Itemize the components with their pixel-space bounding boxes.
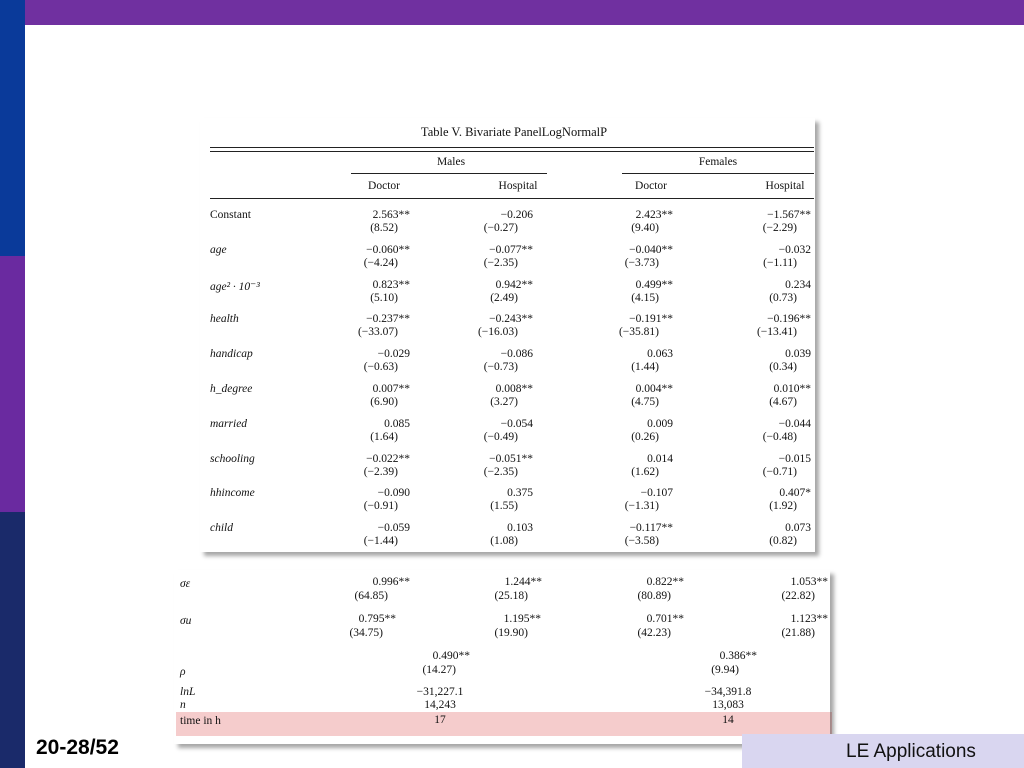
estimate-cell: −0.060**: [366, 243, 410, 256]
lnl-females: −34,391.8: [704, 686, 752, 698]
row-label: age² · 10⁻³: [210, 280, 260, 293]
estimate-cell: 0.942**: [495, 278, 533, 291]
t-value-cell: (4.15): [631, 291, 659, 304]
t-value-cell: (1.55): [490, 500, 518, 513]
sigma-eps-t-3: (22.82): [781, 590, 815, 602]
estimate-cell: −0.051**: [489, 452, 533, 465]
t-value-cell: (4.67): [769, 396, 797, 408]
t-value-cell: (−0.73): [483, 361, 518, 374]
sigma-u-est-1: 1.195**: [503, 613, 541, 625]
estimate-cell: −0.032: [778, 243, 811, 256]
t-value-cell: (−2.29): [762, 222, 797, 234]
estimate-cell: 0.103: [507, 522, 533, 535]
estimate-cell: −0.022**: [366, 452, 410, 465]
table-title: Table V. Bivariate PanelLogNormalP: [420, 125, 608, 139]
t-value-cell: (1.64): [370, 430, 398, 443]
top-rule-2: [210, 151, 814, 152]
t-value-cell: (5.10): [370, 291, 398, 304]
sigma-u-t-1: (19.90): [494, 627, 528, 639]
sigma-eps-t-1: (25.18): [494, 590, 528, 602]
group-header-females: Females: [698, 156, 738, 168]
top-rule: [210, 147, 814, 148]
lnl-males: −31,227.1: [416, 686, 464, 698]
estimate-cell: 0.009: [647, 417, 673, 430]
row-label: child: [210, 522, 233, 535]
t-value-cell: (1.62): [631, 465, 659, 478]
estimate-cell: 0.004**: [635, 383, 673, 395]
t-value-cell: (−1.31): [624, 500, 659, 513]
estimate-cell: −0.243**: [489, 313, 533, 326]
estimate-cell: −0.029: [377, 348, 410, 361]
females-rule: [622, 173, 814, 174]
time-females: 14: [722, 714, 734, 726]
estimate-cell: −0.090: [377, 487, 410, 500]
t-value-cell: (−13.41): [756, 326, 797, 339]
estimate-cell: 0.234: [785, 278, 811, 291]
t-value-cell: (−35.81): [618, 326, 659, 339]
estimate-cell: −0.191**: [629, 313, 673, 326]
estimate-cell: −0.059: [377, 522, 410, 535]
sigma-u-est-3: 1.123**: [790, 613, 828, 625]
estimate-cell: −0.054: [500, 417, 533, 430]
t-value-cell: (−1.11): [763, 256, 797, 269]
row-label: h_degree: [210, 383, 253, 395]
rho-males-t: (14.27): [422, 664, 456, 676]
t-value-cell: (−2.35): [483, 465, 518, 478]
t-value-cell: (−3.73): [624, 256, 659, 269]
n-males: 14,243: [424, 699, 456, 711]
row-label: hhincome: [210, 487, 255, 500]
estimate-cell: 0.008**: [495, 383, 533, 395]
t-value-cell: (−0.27): [483, 222, 518, 234]
estimate-cell: −1.567**: [767, 209, 811, 221]
estimate-cell: 0.499**: [635, 278, 673, 291]
t-value-cell: (1.92): [769, 500, 797, 513]
sigma-u-t-2: (42.23): [637, 627, 671, 639]
estimate-cell: −0.015: [778, 452, 811, 465]
t-value-cell: (−0.71): [762, 465, 797, 478]
sigma-eps-label: σε: [180, 578, 191, 590]
estimate-cell: 0.823**: [372, 278, 410, 291]
estimate-cell: 0.010**: [773, 383, 811, 395]
t-value-cell: (−33.07): [357, 326, 398, 339]
header-rule: [210, 198, 814, 199]
side-bar-middle: [0, 256, 25, 512]
t-value-cell: (4.75): [631, 396, 659, 408]
estimate-cell: 0.063: [647, 348, 673, 361]
rho-males-est: 0.490**: [432, 650, 470, 662]
t-value-cell: (−1.44): [363, 535, 398, 548]
lnl-label: lnL: [180, 686, 196, 698]
group-header-males: Males: [436, 156, 466, 168]
row-label: age: [210, 243, 227, 256]
time-label: time in h: [180, 715, 221, 727]
t-value-cell: (0.34): [769, 361, 797, 374]
estimate-cell: 0.014: [647, 452, 673, 465]
estimate-cell: 0.039: [785, 348, 811, 361]
estimate-cell: 2.563**: [372, 209, 410, 221]
footer-title: LE Applications: [846, 741, 976, 762]
col-header-male-hospital: Hospital: [498, 180, 538, 192]
t-value-cell: (−3.58): [624, 535, 659, 548]
row-label: schooling: [210, 452, 255, 465]
sigma-u-est-0: 0.795**: [358, 613, 396, 625]
sigma-eps-t-2: (80.89): [637, 590, 671, 602]
t-value-cell: (8.52): [370, 222, 398, 234]
t-value-cell: (6.90): [370, 396, 398, 408]
rho-females-est: 0.386**: [719, 650, 757, 662]
t-value-cell: (−0.63): [363, 361, 398, 374]
rho-label: ρ: [180, 666, 186, 678]
estimate-cell: −0.237**: [366, 313, 410, 326]
sigma-eps-est-2: 0.822**: [646, 576, 684, 588]
estimate-cell: −0.077**: [489, 243, 533, 256]
col-header-female-hospital: Hospital: [765, 180, 805, 192]
top-bar: [0, 0, 1024, 25]
t-value-cell: (−0.91): [363, 500, 398, 513]
n-females: 13,083: [712, 699, 744, 711]
males-rule: [351, 173, 547, 174]
t-value-cell: (−16.03): [477, 326, 518, 339]
t-value-cell: (−2.39): [363, 465, 398, 478]
t-value-cell: (−0.49): [483, 430, 518, 443]
estimate-cell: 2.423**: [635, 209, 673, 221]
estimate-cell: −0.086: [500, 348, 533, 361]
row-label: health: [210, 313, 239, 326]
side-bar-top: [0, 0, 25, 256]
estimate-cell: 0.073: [785, 522, 811, 535]
t-value-cell: (1.08): [490, 535, 518, 548]
estimate-cell: −0.206: [500, 209, 533, 221]
table-card-upper: [200, 118, 815, 552]
estimate-cell: 0.375: [507, 487, 533, 500]
t-value-cell: (0.73): [769, 291, 797, 304]
t-value-cell: (−4.24): [363, 256, 398, 269]
sigma-eps-t-0: (64.85): [354, 590, 388, 602]
slide-number: 20-28/52: [36, 736, 119, 759]
sigma-u-t-3: (21.88): [781, 627, 815, 639]
t-value-cell: (3.27): [490, 396, 518, 408]
t-value-cell: (1.44): [631, 361, 659, 374]
estimate-cell: 0.407*: [779, 487, 811, 500]
estimate-cell: −0.107: [640, 487, 673, 500]
sigma-u-est-2: 0.701**: [646, 613, 684, 625]
sigma-eps-est-0: 0.996**: [372, 576, 410, 588]
sigma-u-t-0: (34.75): [349, 627, 383, 639]
rho-females-t: (9.94): [711, 664, 739, 676]
col-header-female-doctor: Doctor: [635, 180, 667, 192]
estimate-cell: −0.044: [778, 417, 811, 430]
sigma-u-label: σu: [180, 615, 192, 627]
sigma-eps-est-3: 1.053**: [790, 576, 828, 588]
estimate-cell: 0.007**: [372, 383, 410, 395]
t-value-cell: (−0.48): [762, 430, 797, 443]
t-value-cell: (−2.35): [483, 256, 518, 269]
row-label: handicap: [210, 348, 253, 361]
row-label: married: [210, 417, 248, 430]
estimate-cell: −0.117**: [629, 522, 673, 535]
t-value-cell: (9.40): [631, 222, 659, 234]
t-value-cell: (0.26): [631, 430, 659, 443]
row-label: Constant: [210, 209, 251, 221]
col-header-male-doctor: Doctor: [368, 180, 400, 192]
estimate-cell: −0.196**: [767, 313, 811, 326]
t-value-cell: (0.82): [769, 535, 797, 548]
n-label: n: [180, 699, 186, 711]
estimate-cell: 0.085: [384, 417, 410, 430]
side-bar-bottom: [0, 512, 25, 768]
t-value-cell: (2.49): [490, 291, 518, 304]
time-males: 17: [434, 714, 446, 726]
estimate-cell: −0.040**: [629, 243, 673, 256]
table-card-lower: [174, 570, 830, 744]
sigma-eps-est-1: 1.244**: [504, 576, 542, 588]
